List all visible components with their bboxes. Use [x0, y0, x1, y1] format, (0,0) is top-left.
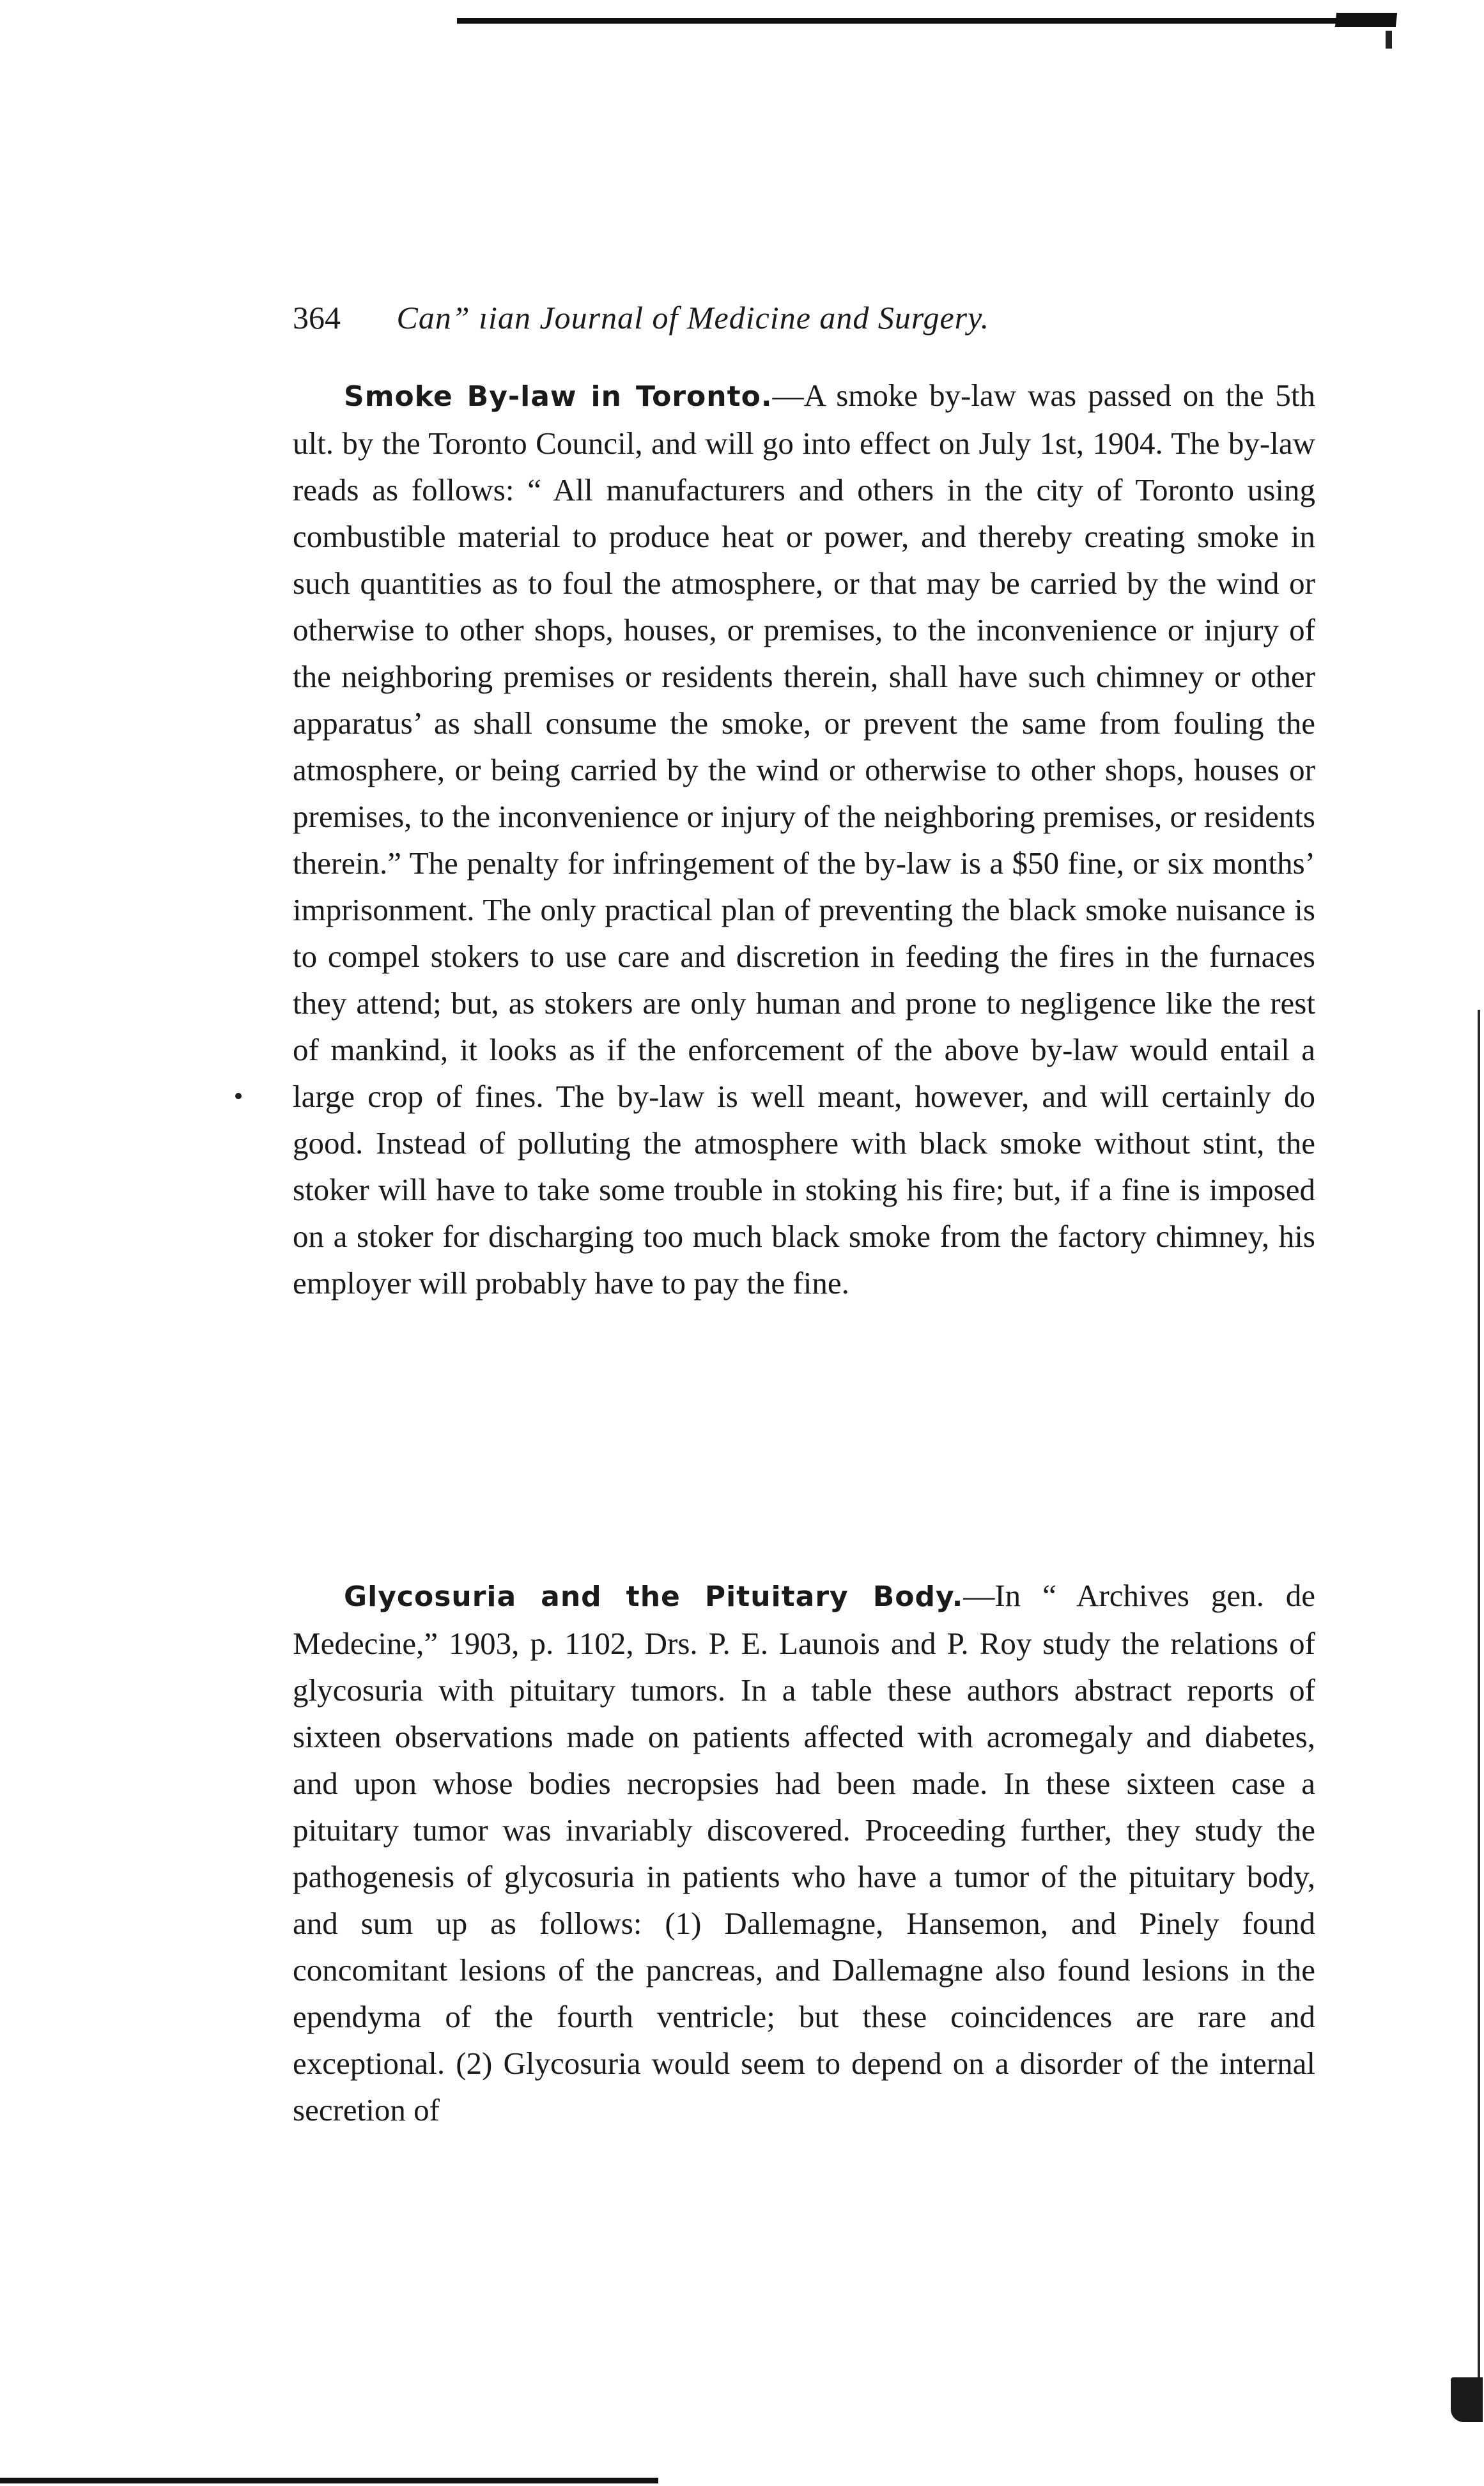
margin-mark	[235, 1093, 242, 1099]
top-rule	[457, 18, 1384, 24]
page-number: 364	[293, 300, 341, 336]
binding-edge-mark	[1451, 2377, 1483, 2422]
article-smoke-bylaw	[293, 372, 1315, 1306]
page-header	[293, 295, 1315, 340]
journal-title: Can” ıian Journal of Medicine and Surgery.	[396, 300, 990, 336]
article-body: —In “ Archives gen. de Medecine,” 1903, p. 1102, Drs. P. E. Launois and P. Roy study the relations of glycosuria with pituitary tumors. In a table these authors abstract reports of sixteen observations made on patients affected with acromegaly and diabetes, and upon whose bodies necropsies had been made. In these sixteen case a pituitary tumor was invariably discovered. Proceeding further, they study the pathogenesis of glycosuria in patients who have a tumor of the pituitary body, and sum up as follows: (1) Dallemagne, Hansemon, and Pinely found concomitant lesions of the pancreas, and Dallemagne also found lesions in the ependyma of the fourth ventricle; but these coincidences are rare and exceptional. (2) Glycosuria would seem to depend on a disorder of the internal secretion of	[293, 1578, 1315, 2127]
scan-speck	[1386, 31, 1392, 49]
article-heading: Glycosuria and the Pituitary Body.	[344, 1580, 964, 1613]
binding-edge	[1478, 1010, 1480, 2416]
top-rule-end	[1335, 13, 1397, 27]
article-body: —A smoke by-law was passed on the 5th ult. by the Toronto Council, and will go into effect on July 1st, 1904. The by-law reads as follows: “ All manufacturers and others in the city of Toronto using combustible material to produce heat or power, and thereby creating smoke in such quantities as to foul the atmosphere, or that may be carried by the wind or otherwise to other shops, houses, or premises, to the inconvenience or injury of the neighboring premises or residents therein, shall have such chimney or other apparatus’ as shall consume the smoke, or prevent the same from fouling the atmosphere, or being carried by the wind or otherwise to other shops, houses or premises, to the inconvenience or injury of the neighboring premises, or residents therein.” The penalty for infringement of the by-law is a $50 fine, or six months’ imprisonment. The only practical plan of preventing the black smoke nuisance is to compel stokers to use care and discretion in feeding the fires in the furnaces they attend; but, as stokers are only human and prone to negligence like the rest of mankind, it looks as if the enforcement of the above by-law would entail a large crop of fines. The by-law is well meant, however, and will certainly do good. Instead of polluting the atmosphere with black smoke without stint, the stoker will have to take some trouble in stoking his fire; but, if a fine is imposed on a stoker for discharging too much black smoke from the factory chimney, his employer will probably have to pay the fine.	[293, 378, 1316, 1301]
article-heading: Smoke By-law in Toronto.	[344, 380, 773, 413]
article-glycosuria	[293, 1572, 1315, 2133]
bottom-rule	[0, 2478, 658, 2483]
